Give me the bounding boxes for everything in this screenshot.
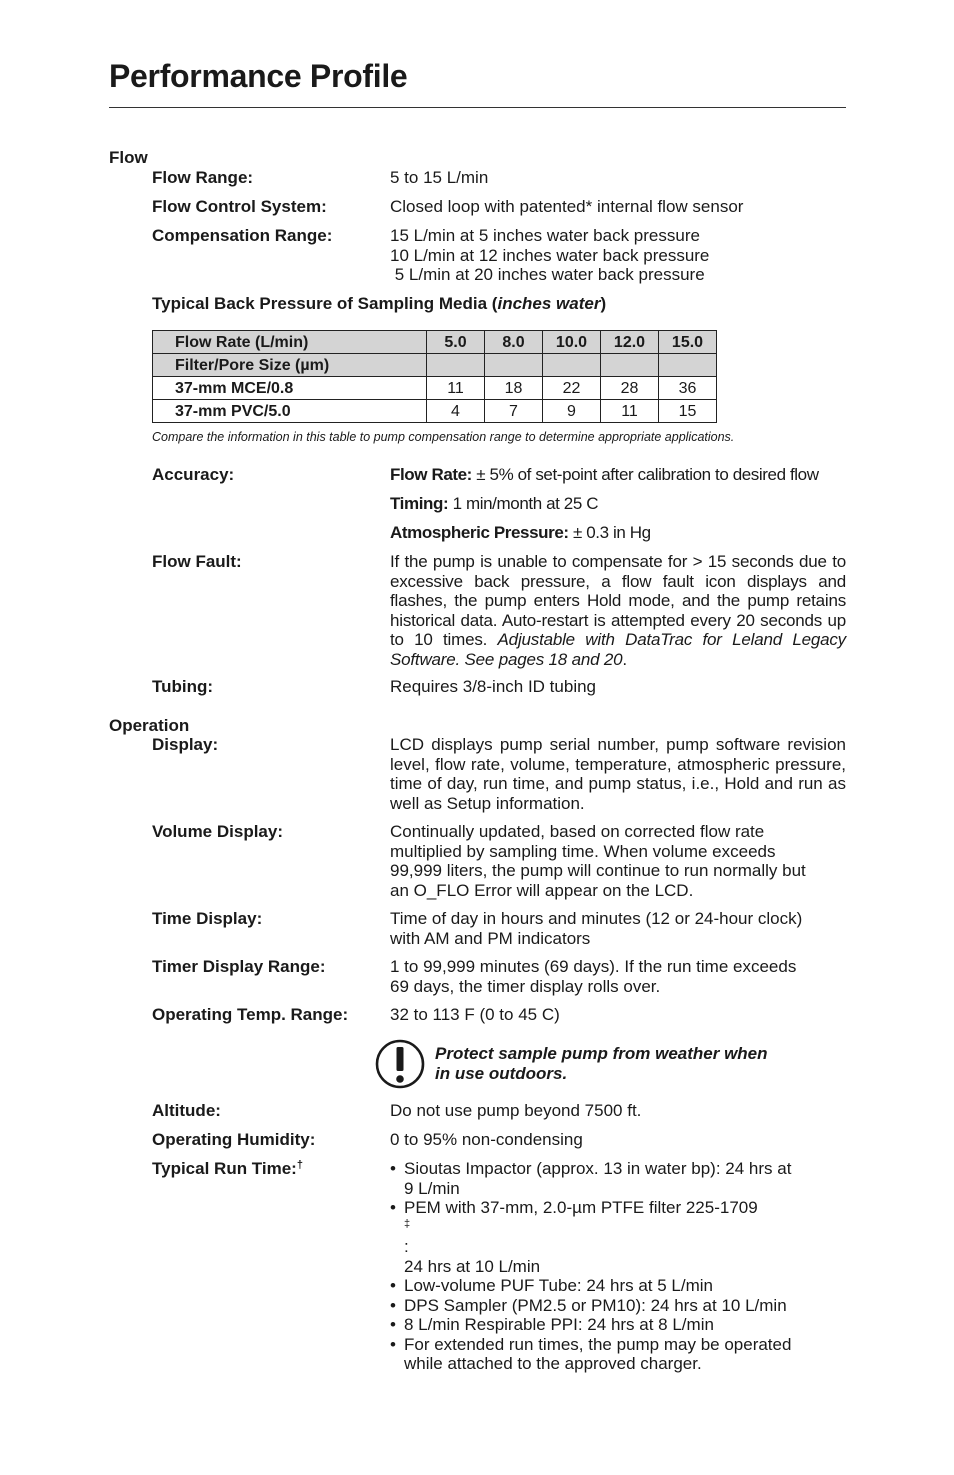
time-display-value — [390, 909, 848, 948]
compensation-line: 10 L/min at 12 inches water back pressure — [390, 245, 710, 265]
list-item-line: • Low-volume PUF Tube: 24 hrs at 5 L/min — [404, 1276, 713, 1295]
altitude-value: Do not use pump beyond 7500 ft. — [390, 1101, 642, 1120]
table-row — [153, 377, 717, 400]
table-cell — [601, 354, 659, 377]
accuracy-flow-rate-value: ± 5% of set-point after calibration to desired flow — [471, 465, 819, 484]
compensation-range-value — [390, 226, 848, 285]
volume-display-line: an O_FLO Error will appear on the LCD. — [390, 880, 694, 900]
table-cell — [485, 354, 543, 377]
list-item-line: • DPS Sampler (PM2.5 or PM10): 24 hrs at 10 L/min — [404, 1295, 787, 1315]
table-cell: 22 — [543, 377, 601, 400]
compensation-line: 15 L/min at 5 inches water back pressure — [390, 226, 700, 245]
list-item — [390, 1159, 848, 1198]
run-time-list — [390, 1159, 848, 1374]
display-label: Display: — [152, 735, 219, 754]
accuracy-atmospheric — [390, 523, 848, 543]
table-cell: 36 — [659, 377, 717, 400]
back-pressure-title-prefix: Typical Back Pressure of Sampling Media ( — [152, 294, 498, 313]
flow-control-label: Flow Control System: — [152, 197, 327, 216]
table-cell: 37-mm PVC/5.0 — [153, 400, 427, 423]
table-cell: 7 — [485, 400, 543, 423]
time-display-label: Time Display: — [152, 909, 263, 928]
timer-range-line: 1 to 99,999 minutes (69 days). If the run time exceeds — [390, 957, 797, 976]
flow-fault-label: Flow Fault: — [152, 552, 242, 571]
title-divider — [109, 107, 846, 108]
table-cell: 15 — [659, 400, 717, 423]
time-display-line: Time of day in hours and minutes (12 or 24-hour clock) — [390, 909, 803, 928]
list-item — [390, 1335, 848, 1374]
table-cell: 9 — [543, 400, 601, 423]
list-item-line: while attached to the approved charger. — [404, 1354, 702, 1373]
table-header-cell: 8.0 — [485, 331, 543, 354]
altitude-label: Altitude: — [152, 1101, 221, 1120]
table-cell: 4 — [427, 400, 485, 423]
back-pressure-title-unit: inches water — [497, 294, 601, 313]
list-item — [390, 1315, 848, 1335]
table-cell — [427, 354, 485, 377]
table-cell: 18 — [485, 377, 543, 400]
table-header-cell: 10.0 — [543, 331, 601, 354]
back-pressure-table — [152, 330, 717, 423]
section-heading-flow: Flow — [109, 148, 148, 167]
accuracy-timing-value: 1 min/month at 25 C — [448, 494, 599, 513]
table-footnote: Compare the information in this table to pump compensation range to determine appropriate applications. — [152, 430, 735, 444]
operating-temp-label: Operating Temp. Range: — [152, 1005, 349, 1024]
table-row — [153, 400, 717, 423]
list-item-line: • Sioutas Impactor (approx. 13 in water bp): 24 hrs at — [404, 1159, 792, 1178]
display-value: LCD displays pump serial number, pump software revision level, flow rate, volume, temperature, atmospheric pressure, time of day, run time, and pump status, i.e., Hold and run as well as Setup information. — [390, 735, 846, 813]
compensation-range-label: Compensation Range: — [152, 226, 333, 245]
list-item-line — [404, 1198, 848, 1257]
flow-fault-text: If the pump is unable to compensate for > 15 seconds due to excessive back pressure, a flow fault icon displays and flashes, the pump enters Hold mode, and the pump retains historical data. Auto-restart is attempted every 20 seconds up to 10 times. — [390, 552, 846, 649]
list-item-text: • PEM with 37-mm, 2.0-µm PTFE filter 225-1709 — [404, 1198, 758, 1217]
volume-display-value — [390, 822, 848, 900]
compensation-line: 5 L/min at 20 inches water back pressure — [390, 265, 705, 284]
volume-display-line: Continually updated, based on corrected flow rate — [390, 822, 765, 841]
exclamation-warning-icon — [375, 1039, 425, 1089]
list-item — [390, 1198, 848, 1276]
tubing-label: Tubing: — [152, 677, 214, 696]
accuracy-timing-label: Timing: — [390, 494, 449, 513]
accuracy-atmospheric-label: Atmospheric Pressure: — [390, 523, 569, 542]
table-header-cell: Filter/Pore Size (µm) — [153, 354, 427, 377]
list-item — [390, 1296, 848, 1316]
table-cell: 28 — [601, 377, 659, 400]
table-cell: 11 — [601, 400, 659, 423]
warning-line: Protect sample pump from weather when — [435, 1044, 768, 1063]
accuracy-flow-rate — [390, 465, 848, 485]
humidity-value: 0 to 95% non-condensing — [390, 1130, 583, 1149]
flow-fault-note: Adjustable with DataTrac for Leland Legacy Software. See pages 18 and 20 — [390, 630, 846, 669]
warning-text — [435, 1044, 768, 1083]
back-pressure-table-title — [152, 294, 606, 314]
list-item — [390, 1276, 848, 1296]
time-display-line: with AM and PM indicators — [390, 928, 591, 948]
volume-display-label: Volume Display: — [152, 822, 283, 841]
flow-control-value: Closed loop with patented* internal flow sensor — [390, 197, 744, 216]
accuracy-label: Accuracy: — [152, 465, 235, 484]
page-title: Performance Profile — [109, 58, 408, 94]
table-subheader-row — [153, 354, 717, 377]
flow-range-label: Flow Range: — [152, 168, 254, 187]
weather-warning — [375, 1037, 835, 1091]
operating-temp-value: 32 to 113 F (0 to 45 C) — [390, 1005, 560, 1024]
flow-fault-end: . — [622, 649, 627, 669]
table-header-cell: Flow Rate (L/min) — [153, 331, 427, 354]
double-dagger-mark: ‡ — [404, 1217, 411, 1230]
run-time-label — [152, 1159, 303, 1179]
run-time-value — [390, 1159, 848, 1374]
list-item-line: 24 hrs at 10 L/min — [404, 1256, 541, 1276]
humidity-label: Operating Humidity: — [152, 1130, 316, 1149]
accuracy-timing — [390, 494, 848, 514]
timer-range-value — [390, 957, 848, 996]
flow-fault-value — [390, 552, 846, 669]
back-pressure-title-suffix: ) — [600, 294, 607, 313]
table-cell — [659, 354, 717, 377]
volume-display-line: multiplied by sampling time. When volume exceeds — [390, 841, 776, 861]
table-header-cell: 15.0 — [659, 331, 717, 354]
run-time-label-text: Typical Run Time: — [152, 1159, 297, 1178]
list-item-text: : — [404, 1237, 409, 1256]
table-header-cell: 5.0 — [427, 331, 485, 354]
table-cell — [543, 354, 601, 377]
timer-range-line: 69 days, the timer display rolls over. — [390, 976, 661, 996]
list-item-line: • 8 L/min Respirable PPI: 24 hrs at 8 L/min — [404, 1315, 714, 1334]
table-cell: 11 — [427, 377, 485, 400]
warning-line: in use outdoors. — [435, 1063, 568, 1083]
timer-range-label: Timer Display Range: — [152, 957, 326, 976]
flow-range-value: 5 to 15 L/min — [390, 168, 489, 187]
volume-display-line: 99,999 liters, the pump will continue to run normally but — [390, 861, 806, 880]
table-header-row — [153, 331, 717, 354]
dagger-mark: † — [296, 1159, 303, 1171]
section-heading-operation: Operation — [109, 716, 190, 735]
list-item-line: • For extended run times, the pump may be operated — [404, 1334, 792, 1354]
table-cell: 37-mm MCE/0.8 — [153, 377, 427, 400]
table-header-cell: 12.0 — [601, 331, 659, 354]
accuracy-atmospheric-value: ± 0.3 in Hg — [568, 523, 651, 542]
accuracy-flow-rate-label: Flow Rate: — [390, 465, 472, 484]
tubing-value: Requires 3/8-inch ID tubing — [390, 677, 597, 696]
list-item-line: 9 L/min — [404, 1178, 460, 1198]
